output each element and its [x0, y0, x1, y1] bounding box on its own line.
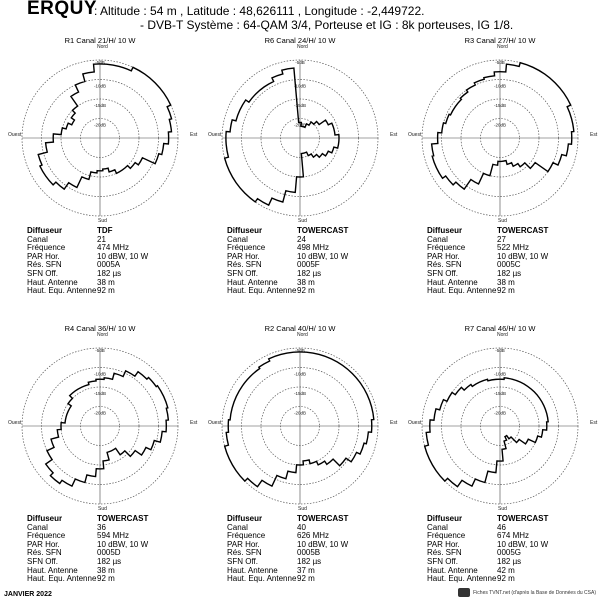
info-value: 522 MHz — [497, 243, 530, 253]
north-label: Nord — [497, 44, 508, 50]
ring-label: -20dB — [493, 410, 507, 416]
info-value: TOWERCAST — [297, 226, 349, 235]
info-label: Fréquence — [427, 531, 466, 541]
panel-title: R1 Canal 21/H/ 10 W — [64, 36, 136, 45]
ring-label: -10dB — [293, 83, 307, 89]
info-value: 498 MHz — [297, 243, 330, 253]
west-label: Ouest — [408, 420, 422, 426]
info-value: TDF — [97, 226, 113, 235]
ring-label: -20dB — [93, 410, 107, 416]
info-label: Haut. Equ. Antenne — [27, 574, 97, 584]
site-name: ERQUY — [27, 0, 98, 19]
info-value: TOWERCAST — [497, 226, 549, 235]
panel-title: R7 Canal 46/H/ 10 W — [464, 324, 536, 333]
south-label: Sud — [298, 218, 307, 224]
info-label: PAR Hor. — [27, 251, 60, 261]
west-label: Ouest — [8, 132, 22, 138]
info-value: 92 m — [97, 286, 115, 296]
info-value: 92 m — [497, 286, 515, 296]
info-label: Diffuseur — [27, 514, 63, 523]
ring-label: -10dB — [93, 83, 107, 89]
ring-label: -5dB — [295, 60, 305, 65]
radiation-pattern-chart — [405, 43, 598, 233]
info-value: 594 MHz — [97, 531, 130, 541]
east-label: Est — [590, 420, 598, 426]
info-value: 0005A — [97, 260, 121, 270]
ring-label: -15dB — [93, 391, 107, 396]
transmitter-info — [427, 515, 548, 584]
north-label: Nord — [497, 332, 508, 338]
info-value: 40 — [297, 522, 306, 532]
ring-label: -5dB — [95, 348, 105, 353]
info-label: Haut. Antenne — [427, 277, 478, 287]
info-value: 92 m — [97, 574, 115, 584]
ring-label: -5dB — [295, 348, 305, 353]
east-label: Est — [190, 420, 198, 426]
transmitter-info — [227, 515, 348, 584]
info-value: 38 m — [297, 277, 315, 287]
info-label: Rés. SFN — [27, 260, 62, 270]
info-value: 10 dBW, 10 W — [497, 539, 549, 549]
info-row-hequ — [27, 287, 148, 296]
info-label: SFN Off. — [227, 556, 258, 566]
panel-title: R6 Canal 24/H/ 10 W — [264, 36, 336, 45]
info-label: Haut. Equ. Antenne — [227, 286, 297, 296]
info-label: PAR Hor. — [427, 539, 460, 549]
ring-label: -15dB — [493, 103, 507, 108]
info-value: 21 — [97, 234, 106, 244]
pattern-curve — [225, 68, 339, 205]
info-label: Rés. SFN — [227, 260, 262, 270]
info-label: Diffuseur — [427, 514, 463, 523]
info-label: Haut. Equ. Antenne — [27, 286, 97, 296]
info-label: PAR Hor. — [227, 539, 260, 549]
panel-title: R3 Canal 27/H/ 10 W — [464, 36, 536, 45]
north-label: Nord — [297, 332, 308, 338]
south-label: Sud — [498, 218, 507, 224]
info-label: Diffuseur — [27, 226, 63, 235]
info-row-hequ — [427, 575, 548, 584]
info-label: Canal — [227, 522, 248, 532]
info-value: 0005B — [297, 548, 321, 558]
ring-label: -10dB — [293, 371, 307, 377]
radiation-pattern-chart — [5, 331, 198, 521]
info-value: 36 — [97, 522, 106, 532]
dvbt-system: - DVB-T Système : 64-QAM 3/4, Porteuse et IG : 8k porteuses, IG 1/8. — [140, 18, 514, 32]
info-label: Canal — [227, 234, 248, 244]
north-label: Nord — [297, 44, 308, 50]
info-value: 10 dBW, 10 W — [497, 251, 549, 261]
footer-date: JANVIER 2022 — [4, 591, 52, 598]
panel — [200, 36, 400, 326]
south-label: Sud — [498, 506, 507, 512]
info-value: TOWERCAST — [97, 514, 149, 523]
info-label: Canal — [427, 234, 448, 244]
transmitter-info — [227, 227, 348, 296]
info-label: Diffuseur — [227, 226, 263, 235]
site-coordinates: : Altitude : 54 m , Latitude : 48,626111 , Longitude : -2,449722. — [94, 4, 425, 18]
info-value: 24 — [297, 234, 306, 244]
ring-label: -10dB — [493, 371, 507, 377]
info-label: Fréquence — [427, 243, 466, 253]
info-label: Canal — [27, 522, 48, 532]
west-label: Ouest — [208, 420, 222, 426]
info-value: 474 MHz — [97, 243, 130, 253]
east-label: Est — [390, 420, 398, 426]
ring-label: -10dB — [93, 371, 107, 377]
info-label: Diffuseur — [427, 226, 463, 235]
west-label: Ouest — [208, 132, 222, 138]
ring-label: -20dB — [293, 410, 307, 416]
header — [0, 0, 600, 34]
north-label: Nord — [97, 44, 108, 50]
north-label: Nord — [97, 332, 108, 338]
info-label: SFN Off. — [27, 556, 58, 566]
info-value: 182 µs — [497, 268, 522, 278]
ring-label: -20dB — [293, 122, 307, 128]
radiation-pattern-chart — [205, 331, 398, 521]
ring-label: -20dB — [93, 122, 107, 128]
pattern-curve — [425, 378, 549, 487]
ring-label: -15dB — [93, 103, 107, 108]
east-label: Est — [390, 132, 398, 138]
info-value: 182 µs — [297, 556, 322, 566]
info-label: Fréquence — [27, 531, 66, 541]
ring-label: -5dB — [95, 60, 105, 65]
east-label: Est — [190, 132, 198, 138]
info-value: 27 — [497, 234, 506, 244]
panel — [400, 324, 600, 614]
transmitter-info — [27, 515, 148, 584]
info-label: PAR Hor. — [227, 251, 260, 261]
info-label: Canal — [27, 234, 48, 244]
radiation-pattern-chart — [5, 43, 198, 233]
info-label: Haut. Antenne — [427, 565, 478, 575]
info-label: SFN Off. — [427, 268, 458, 278]
info-label: Haut. Equ. Antenne — [427, 574, 497, 584]
info-value: 10 dBW, 10 W — [297, 539, 349, 549]
info-value: 38 m — [497, 277, 515, 287]
footer-source-text: Fiches TVNT.net (d'après la Base de Données du CSA) — [473, 589, 596, 596]
info-label: Rés. SFN — [227, 548, 262, 558]
info-row-hequ — [227, 287, 348, 296]
info-label: Canal — [427, 522, 448, 532]
info-label: Rés. SFN — [27, 548, 62, 558]
info-value: 42 m — [497, 565, 515, 575]
panel-title: R2 Canal 40/H/ 10 W — [264, 324, 336, 333]
info-value: 626 MHz — [297, 531, 330, 541]
info-label: Rés. SFN — [427, 260, 462, 270]
panel — [0, 36, 200, 326]
pattern-curve — [46, 371, 169, 486]
info-label: SFN Off. — [427, 556, 458, 566]
info-label: SFN Off. — [227, 268, 258, 278]
info-value: 38 m — [97, 277, 115, 287]
transmitter-info — [27, 227, 148, 296]
info-value: 0005G — [497, 548, 522, 558]
info-label: Diffuseur — [227, 514, 263, 523]
info-label: Haut. Antenne — [27, 277, 78, 287]
info-value: 10 dBW, 10 W — [97, 539, 149, 549]
info-value: 182 µs — [297, 268, 322, 278]
panel — [200, 324, 400, 614]
info-label: Haut. Equ. Antenne — [427, 286, 497, 296]
south-label: Sud — [98, 506, 107, 512]
info-row-hequ — [227, 575, 348, 584]
tvnt-logo-icon — [458, 588, 470, 597]
info-value: 0005D — [97, 548, 121, 558]
info-label: Fréquence — [27, 243, 66, 253]
info-value: 10 dBW, 10 W — [297, 251, 349, 261]
panel — [400, 36, 600, 326]
transmitter-info — [427, 227, 548, 296]
ring-label: -10dB — [493, 83, 507, 89]
panel — [0, 324, 200, 614]
ring-label: -5dB — [495, 348, 505, 353]
south-label: Sud — [298, 506, 307, 512]
info-label: Haut. Antenne — [227, 277, 278, 287]
info-label: PAR Hor. — [27, 539, 60, 549]
ring-label: -20dB — [493, 122, 507, 128]
info-value: 46 — [497, 522, 506, 532]
info-value: 38 m — [97, 565, 115, 575]
info-value: 92 m — [297, 574, 315, 584]
info-value: 0005C — [497, 260, 521, 270]
east-label: Est — [590, 132, 598, 138]
info-label: Haut. Antenne — [227, 565, 278, 575]
info-value: 37 m — [297, 565, 315, 575]
ring-label: -5dB — [495, 60, 505, 65]
info-row-hequ — [427, 287, 548, 296]
radiation-pattern-chart — [405, 331, 598, 521]
west-label: Ouest — [408, 132, 422, 138]
panel-title: R4 Canal 36/H/ 10 W — [64, 324, 136, 333]
footer-source — [458, 588, 596, 597]
info-label: Haut. Antenne — [27, 565, 78, 575]
south-label: Sud — [98, 218, 107, 224]
info-row-hequ — [27, 575, 148, 584]
west-label: Ouest — [8, 420, 22, 426]
info-value: 674 MHz — [497, 531, 530, 541]
info-value: TOWERCAST — [297, 514, 349, 523]
info-label: PAR Hor. — [427, 251, 460, 261]
radiation-pattern-chart — [205, 43, 398, 233]
info-value: 0005F — [297, 260, 320, 270]
info-label: Rés. SFN — [427, 548, 462, 558]
ring-label: -15dB — [293, 103, 307, 108]
info-label: Fréquence — [227, 243, 266, 253]
ring-label: -15dB — [293, 391, 307, 396]
info-value: 182 µs — [97, 556, 122, 566]
info-value: 182 µs — [497, 556, 522, 566]
info-value: 10 dBW, 10 W — [97, 251, 149, 261]
ring-label: -15dB — [493, 391, 507, 396]
info-label: SFN Off. — [27, 268, 58, 278]
info-value: 92 m — [297, 286, 315, 296]
info-value: 92 m — [497, 574, 515, 584]
info-value: 182 µs — [97, 268, 122, 278]
info-label: Haut. Equ. Antenne — [227, 574, 297, 584]
info-value: TOWERCAST — [497, 514, 549, 523]
info-label: Fréquence — [227, 531, 266, 541]
